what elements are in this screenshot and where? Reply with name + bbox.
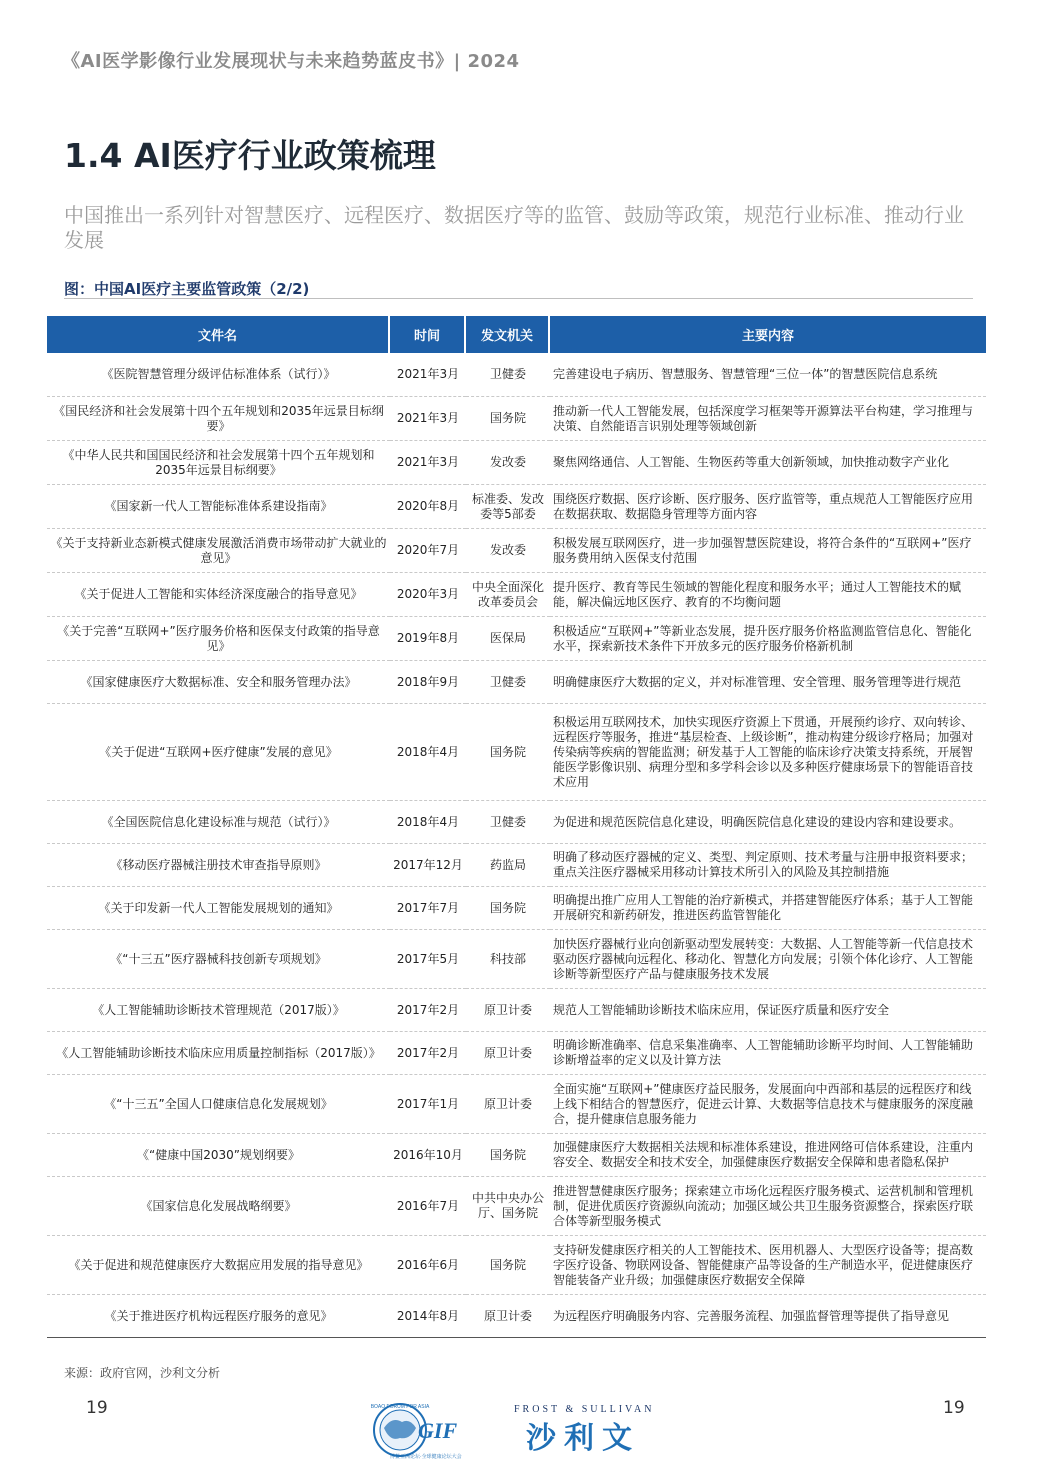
table-row <box>47 887 986 930</box>
cell-content: 明确诊断准确率、信息采集准确率、人工智能辅助诊断平均时间、人工智能辅助诊断增益率的定义以及计算方法 <box>550 1032 986 1075</box>
cell-issuer: 卫健委 <box>466 353 550 397</box>
table-row <box>47 573 986 617</box>
cell-issuer: 药监局 <box>466 844 550 887</box>
table-body <box>47 353 986 1338</box>
cell-content: 积极发展互联网医疗，进一步加强智慧医院建设，将符合条件的“互联网+”医疗服务费用纳入医保支付范围 <box>550 529 986 573</box>
cell-content: 规范人工智能辅助诊断技术临床应用，保证医疗质量和医疗安全 <box>550 989 986 1032</box>
table-row <box>47 1236 986 1295</box>
column-header-name: 文件名 <box>47 316 390 353</box>
cell-name: 《国民经济和社会发展第十四个五年规划和2035年远景目标纲要》 <box>47 397 390 441</box>
cell-date: 2017年7月 <box>390 887 466 930</box>
table-row <box>47 441 986 485</box>
cell-date: 2014年8月 <box>390 1295 466 1338</box>
cell-content: 聚焦网络通信、人工智能、生物医药等重大创新领域，加快推动数字产业化 <box>550 441 986 485</box>
cell-name: 《医院智慧管理分级评估标准体系（试行）》 <box>47 353 390 397</box>
cell-content: 明确提出推广应用人工智能的治疗新模式，并搭建智能医疗体系；基于人工智能开展研究和新药研发，推进医药监管智能化 <box>550 887 986 930</box>
cell-name: 《“十三五”全国人口健康信息化发展规划》 <box>47 1075 390 1134</box>
cell-issuer: 医保局 <box>466 617 550 661</box>
page-number-right: 19 <box>943 1398 965 1418</box>
table-row <box>47 1295 986 1338</box>
table-row <box>47 989 986 1032</box>
table-row <box>47 801 986 844</box>
cell-date: 2017年1月 <box>390 1075 466 1134</box>
footer-logos <box>370 1398 690 1462</box>
cell-date: 2018年4月 <box>390 704 466 801</box>
cell-issuer: 标准委、发改委等5部委 <box>466 485 550 529</box>
cell-name: 《关于完善“互联网+”医疗服务价格和医保支付政策的指导意见》 <box>47 617 390 661</box>
cell-issuer: 国务院 <box>466 887 550 930</box>
running-header: 《AI医学影像行业发展现状与未来趋势蓝皮书》| 2024 <box>62 51 520 72</box>
cell-issuer: 科技部 <box>466 930 550 989</box>
frost-sullivan-cn: 沙利文 <box>526 1421 640 1456</box>
table-row <box>47 529 986 573</box>
cell-content: 积极运用互联网技术，加快实现医疗资源上下贯通，开展预约诊疗、双向转诊、远程医疗等服务，推进“基层检查、上级诊断”，推动构建分级诊疗格局；加强对传染病等疾病的智能监测；研发基于人工智能的临床诊疗决策支持系统，开展智能医学影像识别、病理分型和多学科会诊以及多种医疗健康场景下的智能语音技术应用 <box>550 704 986 801</box>
cell-date: 2017年12月 <box>390 844 466 887</box>
table-header-row <box>47 316 986 353</box>
cell-date: 2016年6月 <box>390 1236 466 1295</box>
cell-name: 《人工智能辅助诊断技术管理规范（2017版）》 <box>47 989 390 1032</box>
table-row <box>47 661 986 704</box>
figure-caption: 图：中国AI医疗主要监管政策（2/2) <box>64 280 310 298</box>
cell-issuer: 原卫计委 <box>466 1295 550 1338</box>
cell-content: 提升医疗、教育等民生领域的智能化程度和服务水平；通过人工智能技术的赋能，解决偏远地区医疗、教育的不均衡问题 <box>550 573 986 617</box>
cell-issuer: 国务院 <box>466 704 550 801</box>
cell-date: 2018年4月 <box>390 801 466 844</box>
column-header-content: 主要内容 <box>550 316 986 353</box>
table-row <box>47 844 986 887</box>
cell-date: 2018年9月 <box>390 661 466 704</box>
section-title: 1.4 AI医疗行业政策梳理 <box>64 136 436 175</box>
cell-issuer: 发改委 <box>466 441 550 485</box>
cell-issuer: 原卫计委 <box>466 1075 550 1134</box>
table-row <box>47 1075 986 1134</box>
cell-name: 《“健康中国2030”规划纲要》 <box>47 1134 390 1177</box>
cell-name: 《关于推进医疗机构远程医疗服务的意见》 <box>47 1295 390 1338</box>
table-row <box>47 1177 986 1236</box>
table-row <box>47 353 986 397</box>
cell-name: 《关于支持新业态新模式健康发展激活消费市场带动扩大就业的意见》 <box>47 529 390 573</box>
frost-sullivan-logo <box>514 1404 654 1456</box>
gic-logo-text: GIF <box>418 1418 458 1443</box>
cell-issuer: 国务院 <box>466 1134 550 1177</box>
table-row <box>47 1032 986 1075</box>
section-subtitle: 中国推出一系列针对智慧医疗、远程医疗、数据医疗等的监管、鼓励等政策，规范行业标准、推动行业发展 <box>64 203 964 252</box>
cell-issuer: 中共中央办公厅、国务院 <box>466 1177 550 1236</box>
cell-content: 为促进和规范医院信息化建设，明确医院信息化建设的建设内容和建设要求。 <box>550 801 986 844</box>
cell-date: 2019年8月 <box>390 617 466 661</box>
cell-content: 明确了移动医疗器械的定义、类型、判定原则、技术考量与注册申报资料要求；重点关注医疗器械采用移动计算技术所引入的风险及其控制措施 <box>550 844 986 887</box>
cell-content: 推动新一代人工智能发展，包括深度学习框架等开源算法平台构建，学习推理与决策、自然能语言识别处理等领域创新 <box>550 397 986 441</box>
cell-issuer: 国务院 <box>466 1236 550 1295</box>
cell-date: 2017年5月 <box>390 930 466 989</box>
cell-content: 全面实施“互联网+”健康医疗益民服务，发展面向中西部和基层的远程医疗和线上线下相结合的智慧医疗，促进云计算、大数据等信息技术与健康服务的深度融合，提升健康信息服务能力 <box>550 1075 986 1134</box>
page-number-left: 19 <box>86 1398 108 1418</box>
cell-name: 《“十三五”医疗器械科技创新专项规划》 <box>47 930 390 989</box>
caption-divider <box>64 298 973 299</box>
cell-name: 《全国医院信息化建设标准与规范（试行）》 <box>47 801 390 844</box>
cell-name: 《中华人民共和国国民经济和社会发展第十四个五年规划和2035年远景目标纲要》 <box>47 441 390 485</box>
cell-content: 围绕医疗数据、医疗诊断、医疗服务、医疗监管等，重点规范人工智能医疗应用在数据获取、数据隐身管理等方面内容 <box>550 485 986 529</box>
table-row <box>47 617 986 661</box>
cell-date: 2020年3月 <box>390 573 466 617</box>
cell-name: 《关于促进人工智能和实体经济深度融合的指导意见》 <box>47 573 390 617</box>
table-row <box>47 1134 986 1177</box>
column-header-date: 时间 <box>390 316 466 353</box>
cell-name: 《国家新一代人工智能标准体系建设指南》 <box>47 485 390 529</box>
column-header-issuer: 发文机关 <box>466 316 550 353</box>
cell-issuer: 国务院 <box>466 397 550 441</box>
source-note: 来源：政府官网，沙利文分析 <box>64 1366 221 1380</box>
cell-content: 为远程医疗明确服务内容、完善服务流程、加强监督管理等提供了指导意见 <box>550 1295 986 1338</box>
cell-content: 加强健康医疗大数据相关法规和标准体系建设，推进网络可信体系建设，注重内容安全、数据安全和技术安全，加强健康医疗数据安全保障和患者隐私保护 <box>550 1134 986 1177</box>
frost-sullivan-text: FROST & SULLIVAN <box>514 1404 655 1415</box>
cell-name: 《关于促进“互联网+医疗健康”发展的意见》 <box>47 704 390 801</box>
cell-date: 2021年3月 <box>390 397 466 441</box>
cell-issuer: 发改委 <box>466 529 550 573</box>
cell-date: 2017年2月 <box>390 1032 466 1075</box>
cell-content: 加快医疗器械行业向创新驱动型发展转变：大数据、人工智能等新一代信息技术驱动医疗器械向远程化、移动化、智慧化方向发展；引领个体化诊疗、人工智能诊断等新型医疗产品与健康服务技术发展 <box>550 930 986 989</box>
cell-date: 2016年7月 <box>390 1177 466 1236</box>
cell-date: 2021年3月 <box>390 353 466 397</box>
table-row <box>47 930 986 989</box>
cell-date: 2020年8月 <box>390 485 466 529</box>
policy-table <box>47 316 986 1338</box>
cell-content: 积极适应“互联网+”等新业态发展，提升医疗服务价格监测监管信息化、智能化水平，探索新技术条件下开放多元的医疗服务价格新机制 <box>550 617 986 661</box>
cell-date: 2020年7月 <box>390 529 466 573</box>
cell-issuer: 原卫计委 <box>466 989 550 1032</box>
cell-content: 推进智慧健康医疗服务；探索建立市场化远程医疗服务模式、运营机制和管理机制，促进优质医疗资源纵向流动；加强区域公共卫生服务资源整合，探索医疗联合体等新型服务模式 <box>550 1177 986 1236</box>
cell-issuer: 卫健委 <box>466 801 550 844</box>
partner-logos <box>370 1398 690 1462</box>
cell-name: 《关于促进和规范健康医疗大数据应用发展的指导意见》 <box>47 1236 390 1295</box>
cell-name: 《国家信息化发展战略纲要》 <box>47 1177 390 1236</box>
cell-name: 《关于印发新一代人工智能发展规划的通知》 <box>47 887 390 930</box>
table-row <box>47 485 986 529</box>
table-row <box>47 397 986 441</box>
cell-issuer: 卫健委 <box>466 661 550 704</box>
cell-issuer: 原卫计委 <box>466 1032 550 1075</box>
cell-content: 支持研发健康医疗相关的人工智能技术、医用机器人、大型医疗设备等；提高数字医疗设备、物联网设备、智能健康产品等设备的生产制造水平，促进健康医疗智能装备产业升级；加强健康医疗数据安全保障 <box>550 1236 986 1295</box>
cell-name: 《人工智能辅助诊断技术临床应用质量控制指标（2017版）》 <box>47 1032 390 1075</box>
gic-arc-text: BOAO FORUM FOR ASIA <box>370 1404 430 1410</box>
cell-date: 2016年10月 <box>390 1134 466 1177</box>
cell-issuer: 中央全面深化改革委员会 <box>466 573 550 617</box>
cell-content: 明确健康医疗大数据的定义，并对标准管理、安全管理、服务管理等进行规范 <box>550 661 986 704</box>
gic-logo <box>371 1404 462 1460</box>
cell-date: 2021年3月 <box>390 441 466 485</box>
table-row <box>47 704 986 801</box>
cell-content: 完善建设电子病历、智慧服务、智慧管理“三位一体”的智慧医院信息系统 <box>550 353 986 397</box>
cell-date: 2017年2月 <box>390 989 466 1032</box>
gic-sub-text: 博鳌亚洲论坛·全球健康论坛大会 <box>390 1454 462 1460</box>
cell-name: 《移动医疗器械注册技术审查指导原则》 <box>47 844 390 887</box>
cell-name: 《国家健康医疗大数据标准、安全和服务管理办法》 <box>47 661 390 704</box>
